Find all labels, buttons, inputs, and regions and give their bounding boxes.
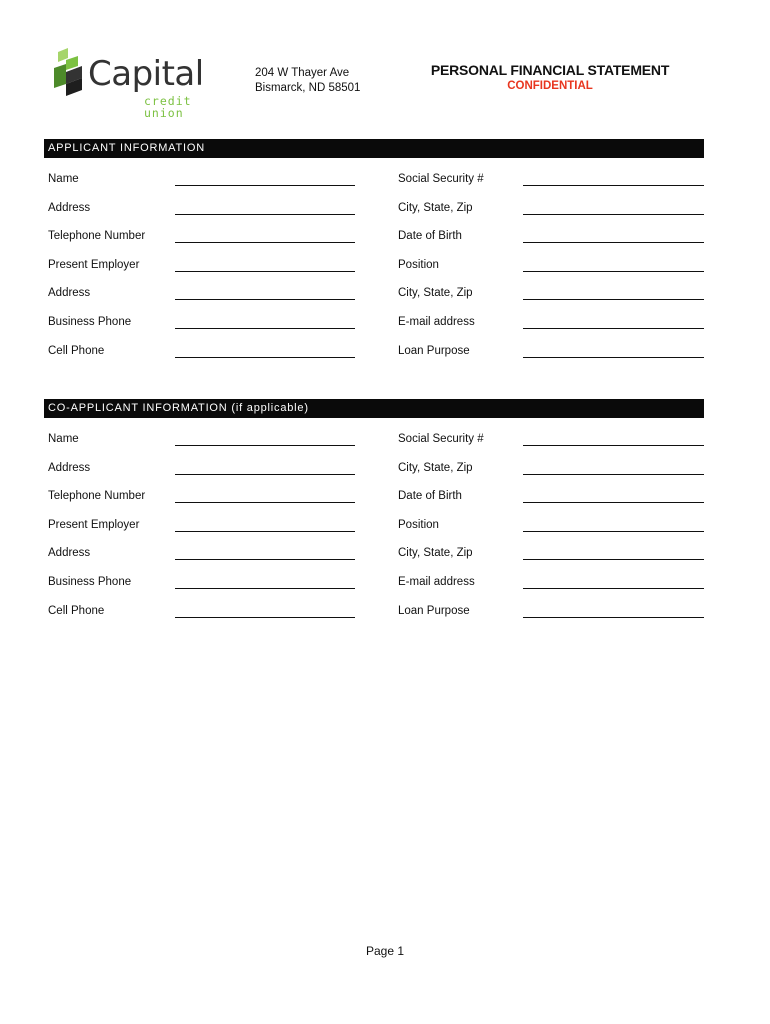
co-applicant-section-header: CO-APPLICANT INFORMATION (if applicable)	[44, 399, 704, 418]
field-label: Address	[48, 201, 91, 214]
ssn-field-line[interactable]	[523, 185, 704, 186]
field-label: Cell Phone	[48, 604, 105, 617]
cell-phone-field-line[interactable]	[175, 357, 355, 358]
field-label: Business Phone	[48, 315, 132, 328]
field-label: Name	[48, 173, 79, 185]
capital-credit-union-logo	[52, 48, 237, 120]
field-label: Date of Birth	[398, 490, 462, 503]
field-label: Cell Phone	[48, 344, 105, 357]
co-employer-field-line[interactable]	[175, 531, 355, 532]
field-label: Position	[398, 258, 439, 271]
field-label: Address	[48, 287, 91, 300]
confidential-label: CONFIDENTIAL	[507, 80, 593, 92]
employer-field-line[interactable]	[175, 271, 355, 272]
co-loan-purpose-field-line[interactable]	[523, 617, 704, 618]
field-label: Business Phone	[48, 575, 132, 588]
field-label: Loan Purpose	[398, 604, 470, 617]
field-label: Telephone Number	[48, 230, 146, 243]
field-label: Position	[398, 518, 439, 531]
form-row	[0, 344, 770, 373]
co-date-of-birth-field-line[interactable]	[523, 502, 704, 503]
field-label: Address	[48, 547, 91, 560]
form-row	[0, 489, 770, 518]
date-of-birth-field-line[interactable]	[523, 242, 704, 243]
co-business-phone-field-line[interactable]	[175, 588, 355, 589]
co-employer-address-field-line[interactable]	[175, 559, 355, 560]
position-field-line[interactable]	[523, 271, 704, 272]
address-field-line[interactable]	[175, 214, 355, 215]
form-row	[0, 432, 770, 461]
form-row	[0, 518, 770, 547]
field-label: Name	[48, 433, 79, 445]
co-employer-city-state-zip-field-line[interactable]	[523, 559, 704, 560]
field-label: City, State, Zip	[398, 547, 473, 560]
co-name-field-line[interactable]	[175, 445, 355, 446]
field-label: Loan Purpose	[398, 344, 470, 357]
document-title: PERSONAL FINANCIAL STATEMENT	[430, 62, 670, 78]
co-address-field-line[interactable]	[175, 474, 355, 475]
field-label: Date of Birth	[398, 230, 462, 243]
employer-city-state-zip-field-line[interactable]	[523, 299, 704, 300]
logo-tagline: credit union	[144, 94, 192, 120]
form-row	[0, 461, 770, 490]
applicant-section-header: APPLICANT INFORMATION	[44, 139, 704, 158]
form-row	[0, 546, 770, 575]
co-cell-phone-field-line[interactable]	[175, 617, 355, 618]
co-email-field-line[interactable]	[523, 588, 704, 589]
city-state-zip-field-line[interactable]	[523, 214, 704, 215]
form-row	[0, 604, 770, 633]
form-row	[0, 315, 770, 344]
telephone-field-line[interactable]	[175, 242, 355, 243]
field-label: E-mail address	[398, 575, 475, 588]
field-label: Telephone Number	[48, 490, 146, 503]
field-label: Social Security #	[398, 433, 484, 445]
field-label: City, State, Zip	[398, 201, 473, 214]
form-row	[0, 229, 770, 258]
address-line-1: 204 W Thayer Ave	[255, 67, 350, 79]
credit-union-address	[255, 66, 360, 96]
field-label: Present Employer	[48, 518, 140, 531]
co-city-state-zip-field-line[interactable]	[523, 474, 704, 475]
co-position-field-line[interactable]	[523, 531, 704, 532]
applicant-fields	[0, 172, 770, 372]
co-ssn-field-line[interactable]	[523, 445, 704, 446]
field-label: E-mail address	[398, 315, 475, 328]
field-label: City, State, Zip	[398, 461, 473, 474]
form-row	[0, 286, 770, 315]
logo-wordmark: Capital	[88, 54, 204, 94]
form-row	[0, 575, 770, 604]
form-row	[0, 258, 770, 287]
co-applicant-fields	[0, 432, 770, 632]
email-field-line[interactable]	[523, 328, 704, 329]
field-label: Present Employer	[48, 258, 140, 271]
page-number: Page 1	[365, 944, 405, 958]
field-label: City, State, Zip	[398, 287, 473, 300]
name-field-line[interactable]	[175, 185, 355, 186]
employer-address-field-line[interactable]	[175, 299, 355, 300]
loan-purpose-field-line[interactable]	[523, 357, 704, 358]
field-label: Social Security #	[398, 173, 484, 185]
form-row	[0, 201, 770, 230]
form-row	[0, 172, 770, 201]
address-line-2: Bismarck, ND 58501	[255, 82, 361, 94]
business-phone-field-line[interactable]	[175, 328, 355, 329]
field-label: Address	[48, 461, 91, 474]
co-telephone-field-line[interactable]	[175, 502, 355, 503]
